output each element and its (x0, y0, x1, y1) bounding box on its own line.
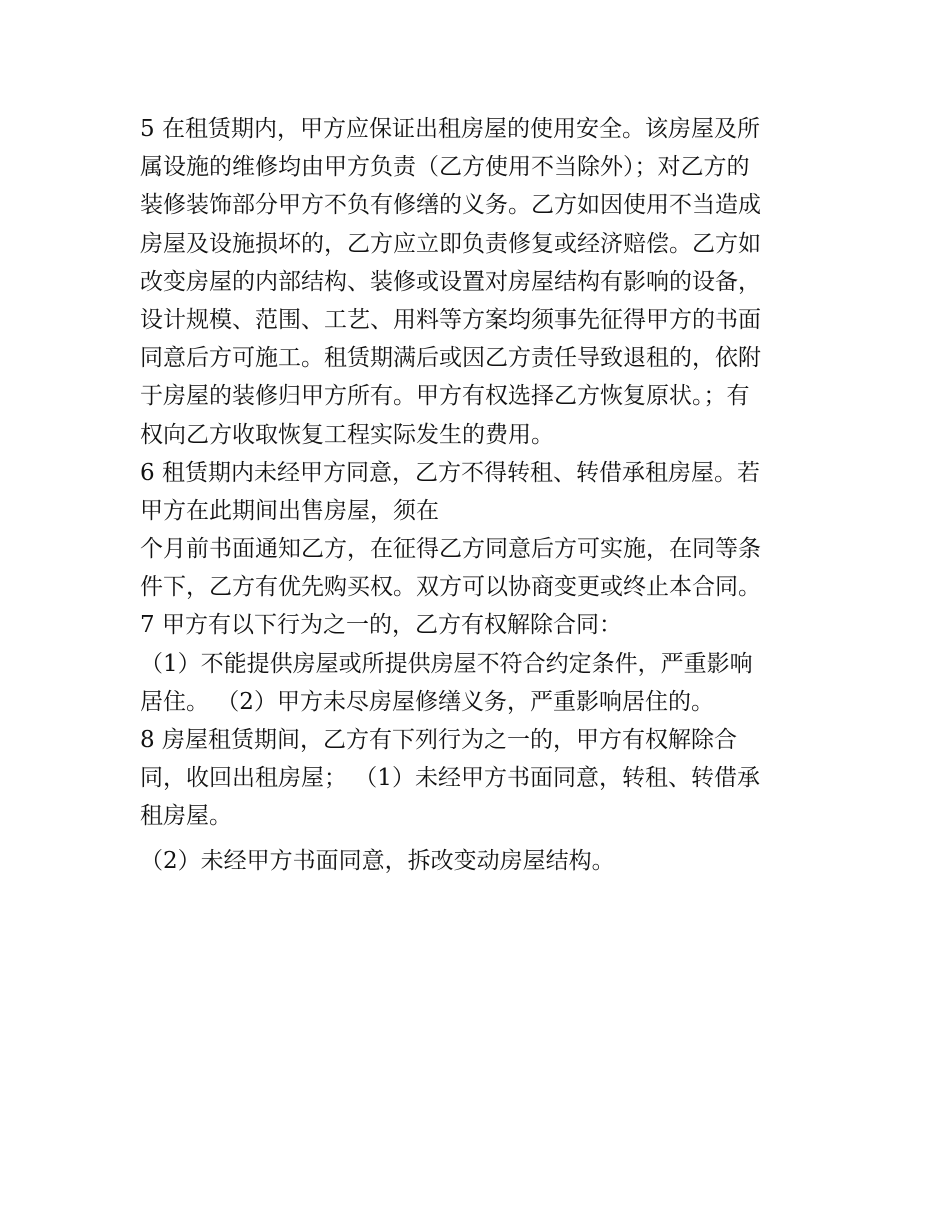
text-line: 居住。 （2）甲方未尽房屋修缮义务，严重影响居住的。 (140, 688, 714, 715)
text-line: 个月前书面通知乙方，在征得乙方同意后方可实施，在同等条 (140, 536, 761, 563)
text-line: 于房屋的装修归甲方所有。甲方有权选择乙方恢复原状。；有 (140, 383, 750, 410)
text-line: 同意后方可施工。租赁期满后或因乙方责任导致退租的，依附 (140, 345, 761, 372)
text-line: 甲方在此期间出售房屋，须在 (140, 497, 439, 524)
contract-body (140, 110, 830, 880)
text-line: 装修装饰部分甲方不负有修缮的义务。乙方如因使用不当造成 (140, 192, 761, 219)
text-line: 权向乙方收取恢复工程实际发生的费用。 (140, 421, 554, 448)
text-line: 8 房屋租赁期间，乙方有下列行为之一的，甲方有权解除合 (140, 727, 737, 753)
text-line: 5 在租赁期内，甲方应保证出租房屋的使用安全。该房屋及所 (140, 116, 760, 142)
text-line: 房屋及设施损坏的，乙方应立即负责修复或经济赔偿。乙方如 (140, 230, 761, 257)
text-line: 租房屋。 (140, 803, 232, 830)
text-line: 同，收回出租房屋； （1）未经甲方书面同意，转租、转借承 (140, 765, 760, 792)
text-line: 设计规模、范围、工艺、用料等方案均须事先征得甲方的书面 (140, 306, 761, 333)
text-line: （1）不能提供房屋或所提供房屋不符合约定条件，严重影响 (140, 650, 753, 677)
text-line: 属设施的维修均由甲方负责（乙方使用不当除外）；对乙方的 (140, 154, 750, 181)
text-line: 7 甲方有以下行为之一的，乙方有权解除合同： (140, 612, 622, 639)
text-line: （2）未经甲方书面同意，拆改变动房屋结构。 (140, 847, 615, 874)
text-line: 改变房屋的内部结构、装修或设置对房屋结构有影响的设备， (140, 268, 761, 295)
text-line: 6 租赁期内未经甲方同意，乙方不得转租、转借承租房屋。若 (140, 459, 760, 486)
text-line: 件下，乙方有优先购买权。双方可以协商变更或终止本合同。 (140, 574, 761, 601)
